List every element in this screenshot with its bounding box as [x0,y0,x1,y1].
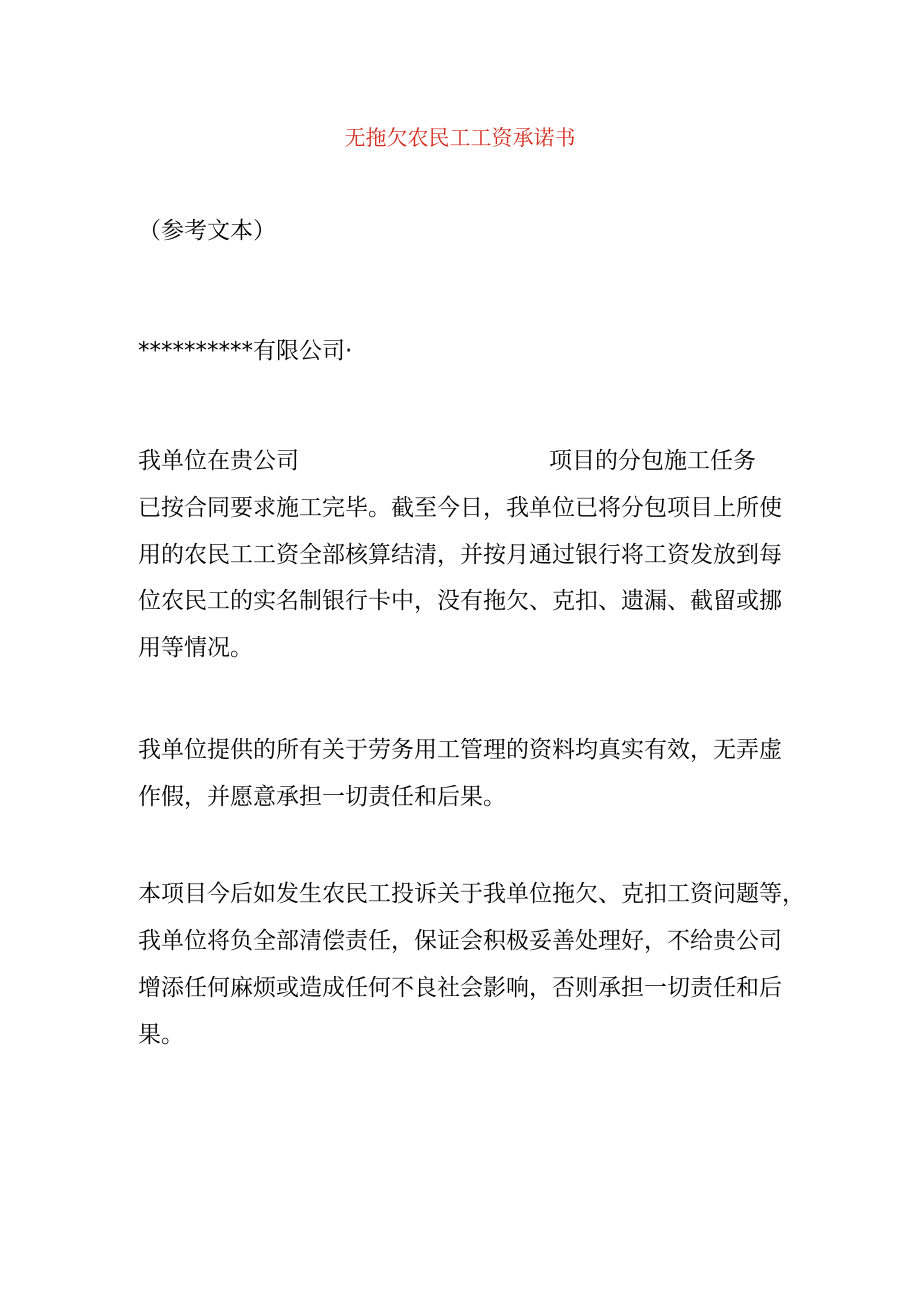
paragraph-1-first-line [138,446,756,476]
paragraph-line: 作假，并愿意承担一切责任和后果。 [138,784,506,810]
paragraph-line: 我单位将负全部清偿责任，保证会积极妥善处理好，不给贵公司 [138,928,782,954]
paragraph-line: 果。 [138,1022,184,1048]
paragraph-line: 用等情况。 [138,635,253,661]
paragraph-line: 本项目今后如发生农民工投诉关于我单位拖欠、克扣工资问题等， [138,881,805,907]
para1-first-a: 我单位在贵公司 [138,448,299,474]
para1-first-b: 项目的分包施工任务 [549,448,756,474]
subtitle: （参考文本） [138,218,276,244]
paragraph-line: 我单位提供的所有关于劳务用工管理的资料均真实有效，无弄虚 [138,737,782,763]
addressee: **********有限公司· [138,338,353,364]
document-title: 无拖欠农民工工资承诺书 [344,126,576,150]
paragraph-line: 用的农民工工资全部核算结清，并按月通过银行将工资发放到每 [138,542,782,568]
paragraph-line: 增添任何麻烦或造成任何不良社会影响，否则承担一切责任和后 [138,975,782,1001]
paragraph-line: 位农民工的实名制银行卡中，没有拖欠、克扣、遗漏、截留或挪 [138,588,782,614]
paragraph-line: 已按合同要求施工完毕。截至今日，我单位已将分包项目上所使 [138,495,782,521]
